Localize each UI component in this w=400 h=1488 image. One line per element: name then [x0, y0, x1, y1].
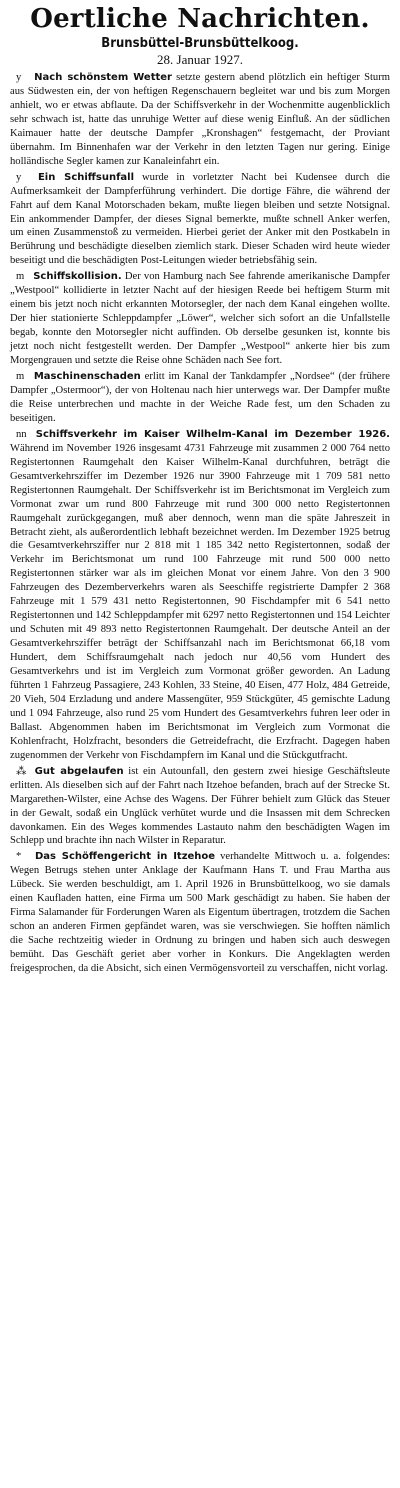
article-marker: y — [16, 72, 22, 83]
article-body: ist ein Autounfall, den gestern zwei hiesige Geschäftsleute erlitten. Als dieselben sich auf der Fahrt nach Itzehoe befanden, brach auf der Strecke St. Margarethen-Wilster, eine Achse des Wagens. Der Führer behielt zum Glück das Steuer in der Gewalt, sodaß ein Unglück verhütet wurde und die Insassen mit dem Schrecken davonkamen. Ein des Weges kommendes Lastauto nahm den beschädigten Wagen im Schlepp und brachte ihn nach Wilster in Reparatur. — [10, 765, 390, 847]
article-marker: y — [16, 171, 22, 183]
article-body: Der von Hamburg nach See fahrende amerikanische Dampfer „Westpool“ kollidierte in letzter Nacht auf der hiesigen Reede bei heftigem Sturm mit einem bis jetzt noch nicht erkannten Motorsegler, der nach dem Kanal eingehen wollte. Der hier stationierte Schleppdampfer „Löwer“, welcher sich sofort an die Unfallstelle begab, konnte den Motorsegler nicht auffinden. Ob derselbe gesunken ist, konnte bis jetzt noch nicht festgestellt werden. Der Dampfer „Westpool“ ankerte hier bis zum Morgengrauen und setzte die Reise ohne Schäden nach See fort. — [10, 271, 390, 367]
article-marker: nn — [16, 428, 27, 440]
article-headline: Ein Schiffsunfall — [37, 171, 135, 183]
article-engine-damage — [10, 370, 390, 426]
article-storm — [10, 71, 390, 169]
article-headline: Schiffskollision. — [33, 271, 122, 283]
article-headline: Gut abgelaufen — [34, 765, 124, 777]
article-marker: * — [16, 851, 22, 863]
article-car-accident — [10, 765, 390, 849]
article-marker: m — [16, 271, 25, 283]
article-headline: Maschinenschaden — [33, 371, 141, 383]
article-body: wurde in vorletzter Nacht bei Kudensee durch die Aufmerksamkeit der Dampferführung verhindert. Die dortige Fähre, die während der Fahrt auf dem Kanal Motorschaden bekam, mußte liegen bleiben und setzte Notsignal. Ein ankommender Dampfer, der dieses Signal bemerkte, mußte schnell Anker werfen, um einen Zusammenstoß zu vermeiden. Hierbei geriet der Anker mit den Postkabeln in Berührung und beschädigte dieselben ziemlich stark. Dieser Schaden wird heute wieder beseitigt und die beschädigten Post-Leitungen wieder betriebsfähig sein. — [10, 171, 390, 267]
article-body: erlitt im Kanal der Tankdampfer „Nordsee“ (der frühere Dampfer „Ostermoor“), der von Holtenau nach hier unterwegs war. Der Dampfer mußte die Reise unterbrechen und machte in der Weiche Rade fest, um den Schaden zu beseitigen. — [10, 371, 390, 424]
article-body: setzte gestern abend plötzlich ein heftiger Sturm aus Südwesten ein, der von heftigen Regenschauern begleitet war und bis zum Morgen anhielt, wo er etwas abflaute. Da der Schiffsverkehr in der Wochenmitte augenblicklich sehr schwach ist, hatte das unruhige Wetter auf diese wenig Einfluß. An der südlichen Kaimauer hatte der deutsche Dampfer „Kronshagen“ festgemacht, der Proviant übernahm. Im Binnenhafen war der Verkehr in den letzten Tagen nur gering. Einige holländische Segler kamen zur Kanaleinfahrt ein. — [10, 72, 390, 167]
section-title: Oertliche Nachrichten. — [30, 4, 370, 34]
article-body: Während im November 1926 insgesamt 4731 Fahrzeuge mit zusammen 2 000 764 netto Registertonnen Raumgehalt den Kaiser Wilhelm-Kanal durchfuhren, beträgt die Gesamtverkehrsziffer im Dezember 1926 nur 3900 Fahrzeuge mit 1 709 581 netto Registertonnen Raumgehalt. Der Schiffsverkehr ist im Berichtsmonat im Vergleich zum Vormonat zwar um rund 800 Fahrzeuge mit rund 300 000 netto Registertonnen Raumgehalt zurückgegangen, muß aber dennoch, wenn man die späte Jahreszeit in Betracht zieht, als außerordentlich lebhaft bezeichnet werden. Im Dezember 1925 betrug die Gesamtverkehrsziffer nur 2 818 mit 1 185 342 netto Registertonnen, sodaß der Verkehr im Berichtsmonat um rund 100 Fahrzeuge mit rund 500 000 netto Registertonnen stärker war als im gleichen Monat vor einem Jahre. Von den 3 900 Fahrzeugen des Dezemberverkehrs waren als Seeschiffe registrierte Dampfer 2 368 Fahrzeuge mit 1 579 431 netto Registertonnen, 90 Fischdampfer mit 6 541 netto Registertonnen und 142 Schleppdampfer mit 6297 netto Registertonnen und 154 Leichter und Schuten mit 49 893 netto Registertonnen Raumgehalt. Der deutsche Anteil an der Gesamtverkehrsziffer beträgt der Schiffsanzahl nach im Berichtsmonat 66,18 vom Hundert, dem Schiffsraumgehalt nach jedoch nur 40,56 vom Hundert des Gesamtverkehrs und ist im Vergleich zum Vormonat größer geworden. An Ladung führten 1 Fahrzeug Passagiere, 243 Kohlen, 33 Steine, 40 Eisen, 477 Holz, 484 Getreide, 20 Vieh, 504 Erzladung und andere Massengüter, 959 Stückgüter, 45 gemischte Ladung und 1 094 Fahrzeuge, also rund 25 vom Hundert des Gesamtverkehrs fuhren leer oder in Ballast. Abgenommen haben im Berichtsmonat im Vergleich zum Vormonat die Kohlenfracht, Holzfracht, besonders die Getreidefracht, die Erzfracht. Dagegen haben zugenommen der Verkehr von Fischdampfern im Kanal und die Stückgutfracht. — [10, 442, 390, 761]
article-canal-traffic — [10, 428, 390, 763]
article-collision — [10, 270, 390, 368]
dateline: 28. Januar 1927. — [157, 52, 243, 67]
article-headline: Schiffsverkehr im Kaiser Wilhelm-Kanal im Dezember 1926. — [35, 428, 390, 440]
article-body: verhandelte Mittwoch u. a. folgendes: Wegen Betrugs stehen unter Anklage der Kaufmann Hans T. und Frau Martha aus Lübeck. Sie werden beschuldigt, am 1. April 1926 in Brunsbüttelkoog, wo sie damals einen Kaufladen hatten, eine Firma um 500 Mark geschädigt zu haben. Sie haben der Firma Salamander für Forderungen Waren als Eigentum übertragen, trotzdem die Sachen schon an anderen Firmen gepfändet waren, was sie verschwiegen. Sie hofften nämlich die Sache rechtzeitig wieder in Ordnung zu bringen und haben sich auch deswegen bemüht. Das Geschäft geriet aber vorher in Konkurs. Die Angeklagten werden freigesprochen, da die Absicht, sich einen Vermögensvorteil zu verschaffen, nicht vorlag. — [10, 851, 391, 975]
place-heading: Brunsbüttel-Brunsbüttelkoog. — [101, 36, 299, 51]
masthead — [10, 4, 390, 68]
article-ship-accident — [10, 171, 390, 269]
article-headline: Das Schöffengericht in Itzehoe — [34, 851, 216, 863]
article-headline: Nach schönstem Wetter — [34, 72, 172, 83]
article-court — [10, 850, 390, 976]
article-marker: ⁂ — [16, 765, 27, 777]
article-marker: m — [16, 371, 25, 383]
